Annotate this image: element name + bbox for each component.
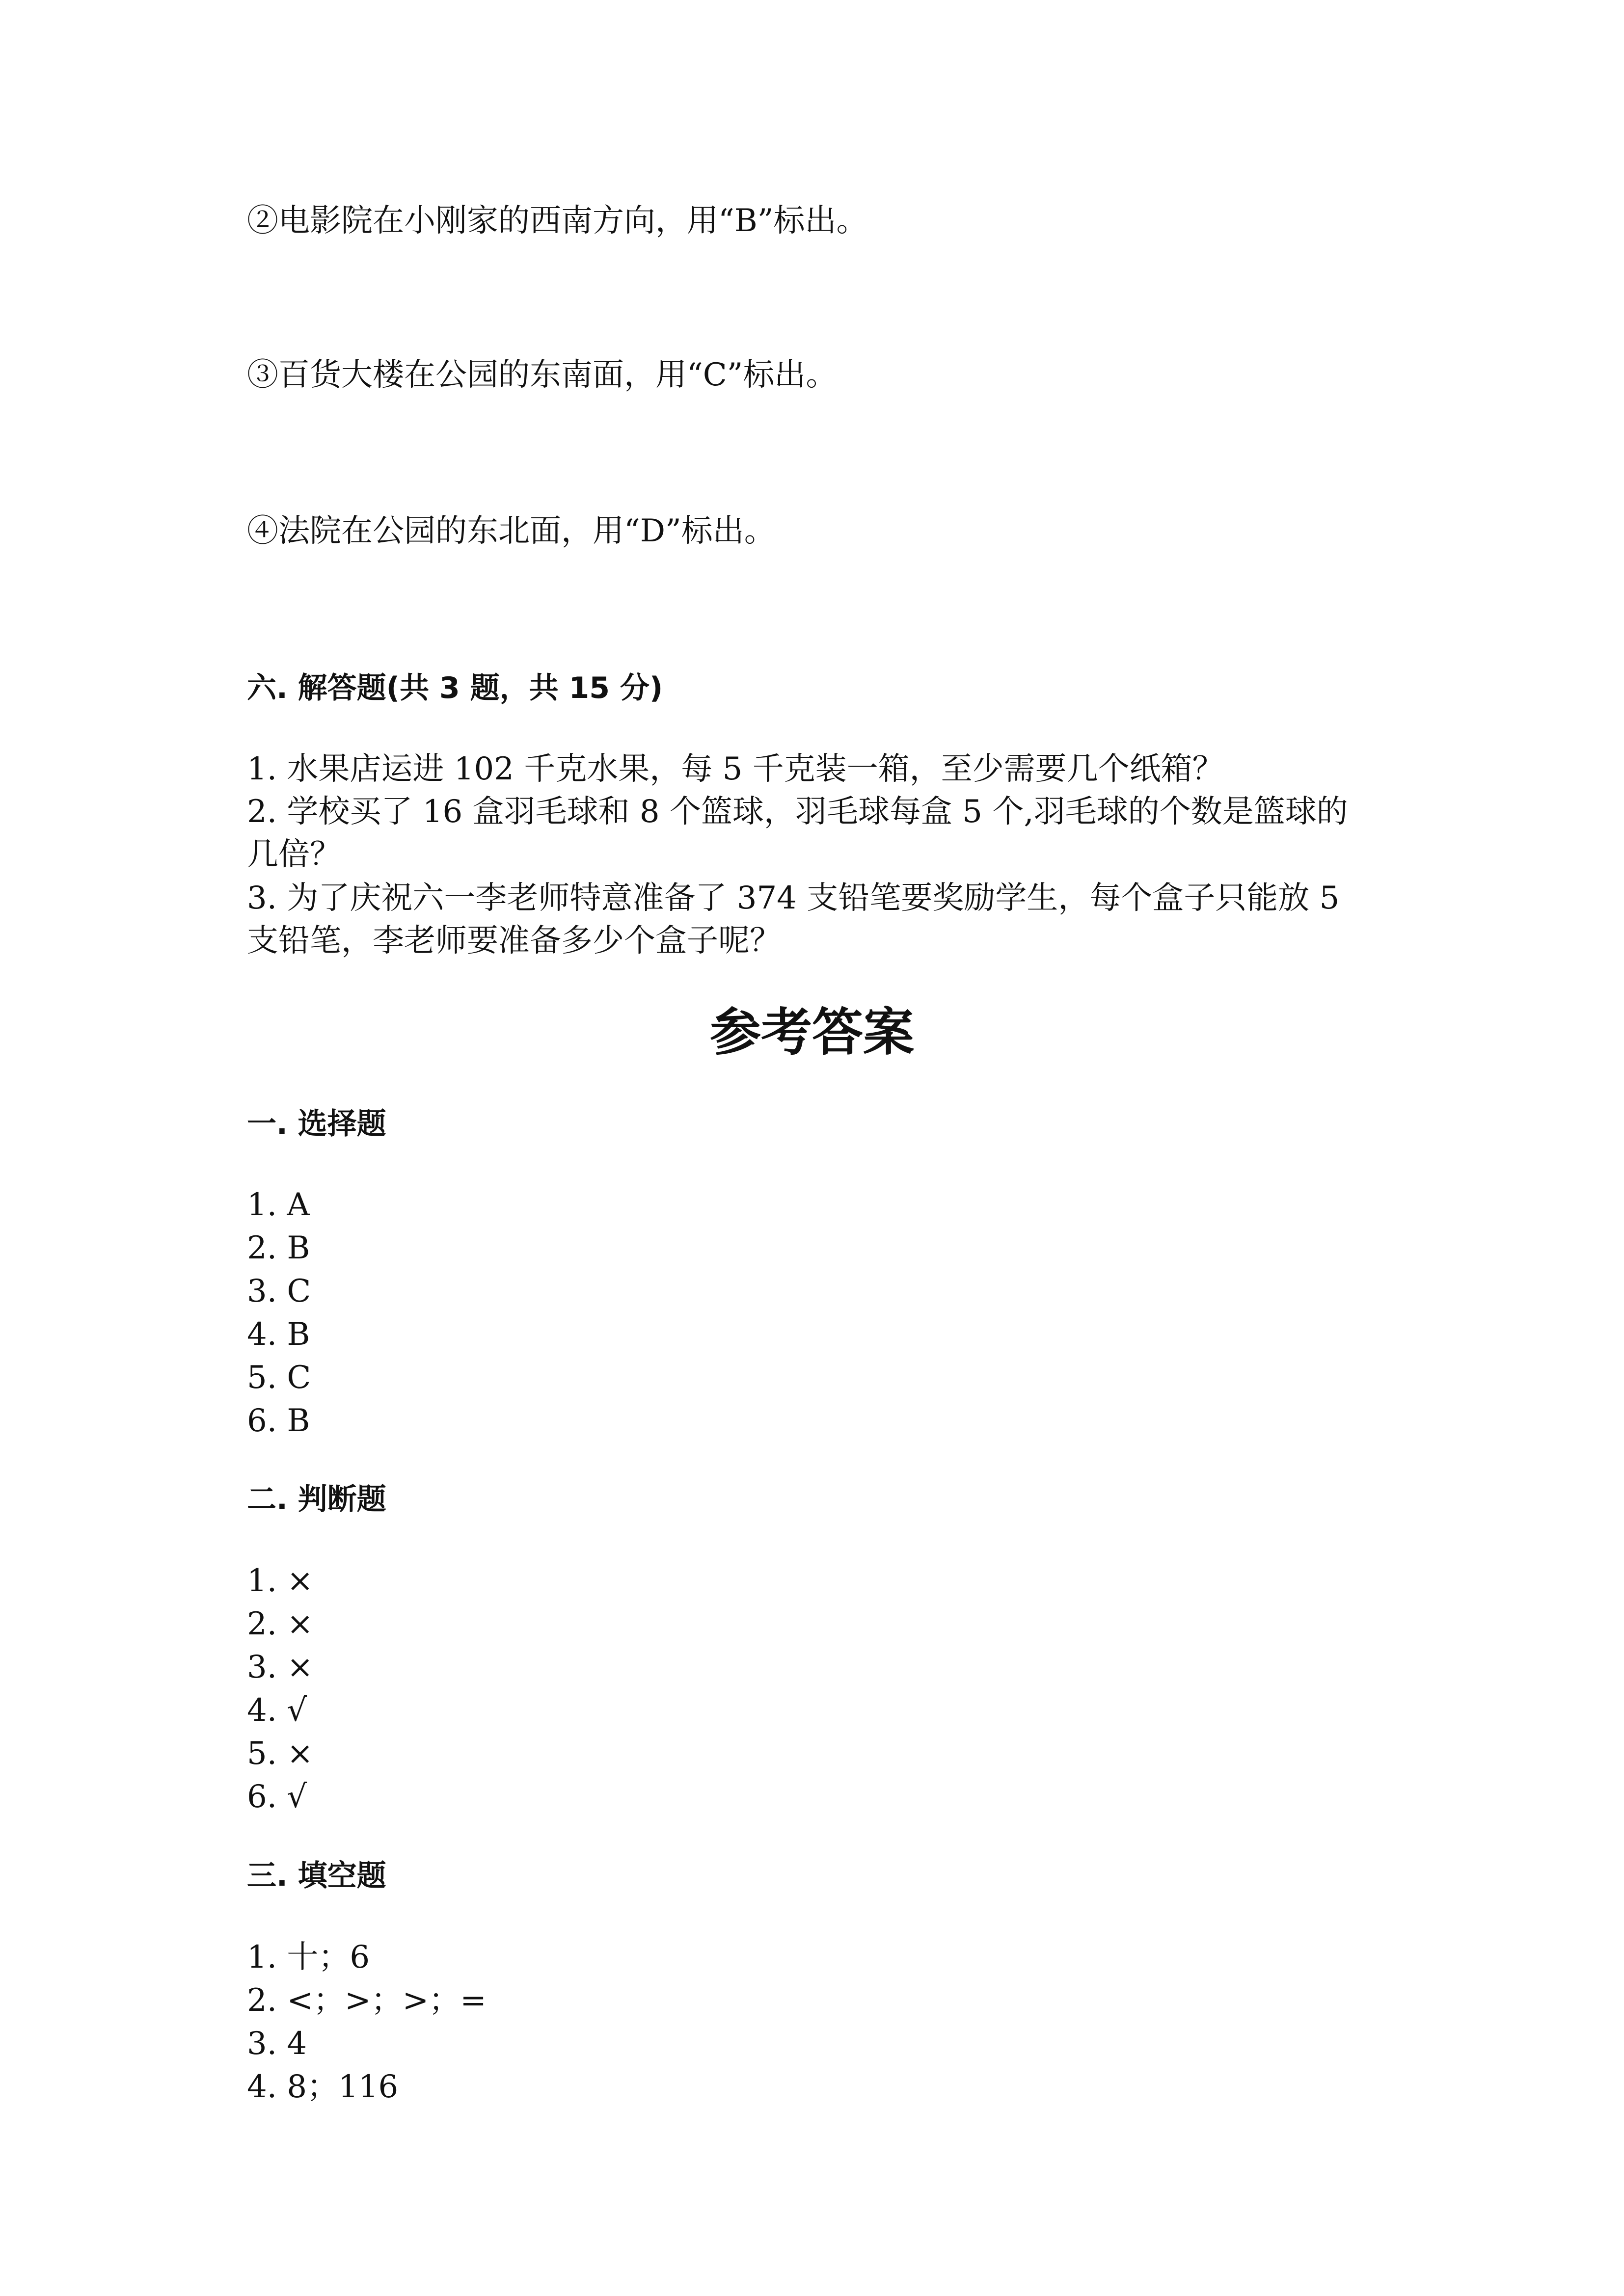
answer-item: 1. A [247,1187,310,1223]
answer-item: 3. C [247,1273,311,1309]
answer-item: 2. × [247,1606,314,1642]
map-instruction-c: ③百货大楼在公园的东南面，用“C”标出。 [247,357,838,393]
question-line: 1. 水果店运进 102 千克水果，每 5 千克装一箱，至少需要几个纸箱？ [247,751,1224,787]
question-line: 2. 学校买了 16 盒羽毛球和 8 个篮球，羽毛球每盒 5 个,羽毛球的个数是篮球的 [247,794,1348,830]
answer-key-title: 参考答案 [709,1002,914,1062]
section6-heading: 六. 解答题(共 3 题，共 15 分) [247,671,663,705]
answer-item: 3. 4 [247,2026,307,2062]
answer-item: 5. × [247,1735,314,1772]
answer-item: 2. <；>；>；= [247,1982,487,2019]
answer-item: 6. B [247,1403,310,1439]
question-line: 支铅笔，李老师要准备多少个盒子呢？ [247,923,781,959]
question-line: 几倍？ [247,836,341,873]
answer-section-heading: 三. 填空题 [247,1859,386,1893]
answer-item: 6. √ [247,1779,307,1815]
answer-item: 2. B [247,1230,310,1266]
answer-item: 1. 十；6 [247,1939,370,1976]
answer-item: 1. × [247,1563,314,1599]
question-line: 3. 为了庆祝六一李老师特意准备了 374 支铅笔要奖励学生，每个盒子只能放 5 [247,880,1340,916]
answer-item: 4. 8；116 [247,2069,399,2105]
answer-item: 4. B [247,1316,310,1353]
answer-item: 4. √ [247,1692,307,1729]
answer-section-heading: 一. 选择题 [247,1107,386,1141]
map-instruction-b: ②电影院在小刚家的西南方向，用“B”标出。 [247,203,868,239]
answer-item: 3. × [247,1649,314,1685]
answer-section-heading: 二. 判断题 [247,1482,386,1517]
answer-item: 5. C [247,1360,311,1396]
map-instruction-d: ④法院在公园的东北面，用“D”标出。 [247,513,776,549]
